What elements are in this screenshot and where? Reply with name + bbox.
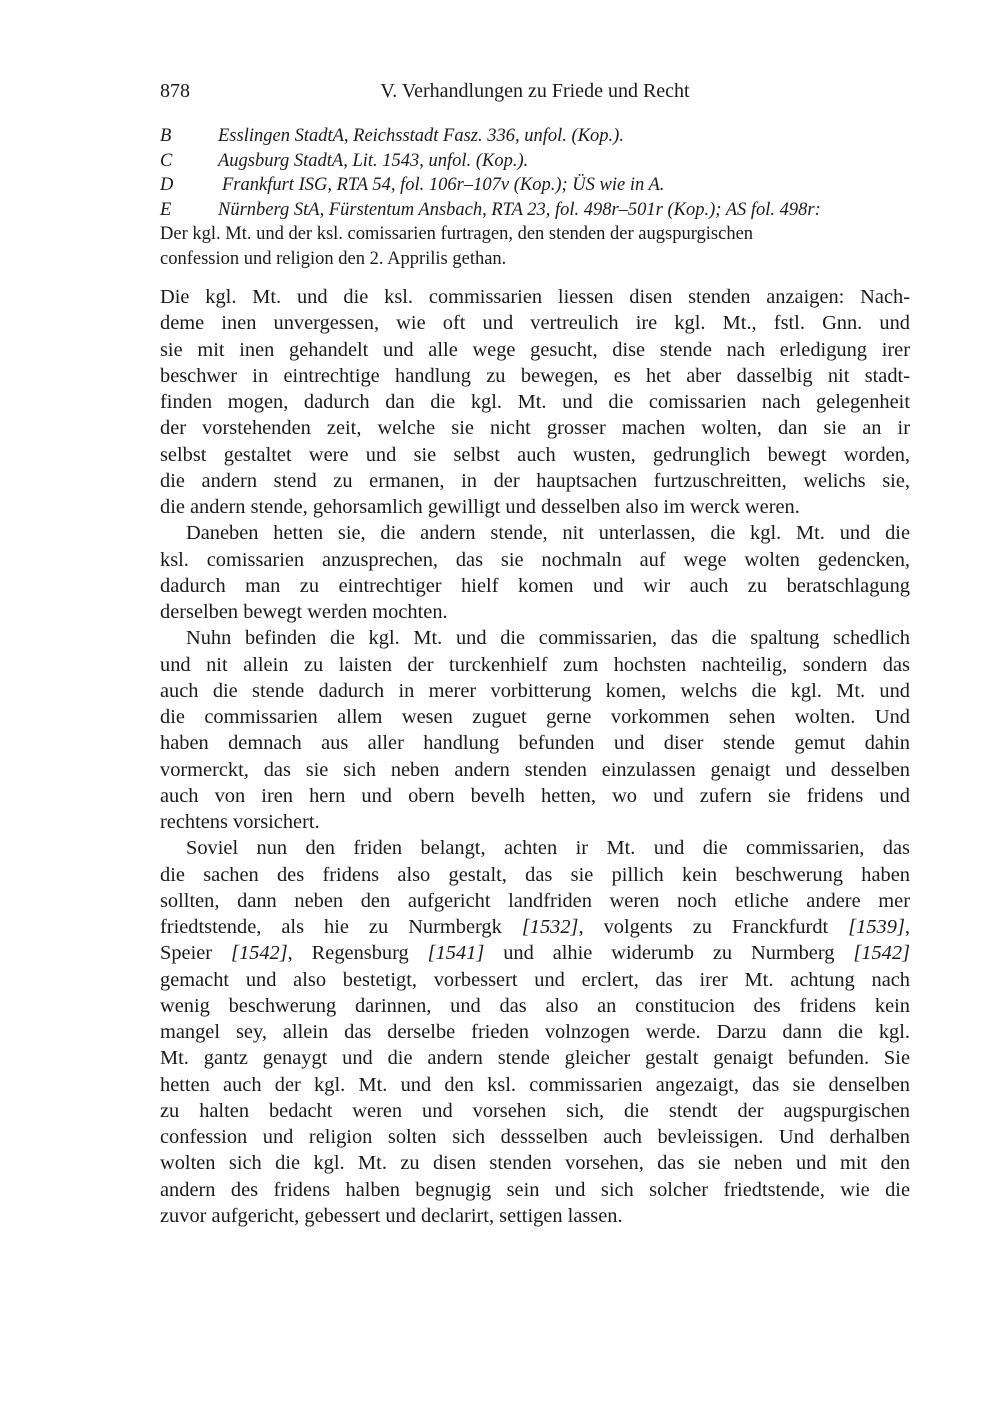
source-entry xyxy=(160,173,910,198)
text-line: beschwer in eintrechtige handlung zu bewegen, es het aber dasselbig nit stadt- xyxy=(160,364,910,387)
source-entry xyxy=(160,149,910,174)
text-line: andern des fridens halben begnugig sein und sich solcher friedtstende, wie die xyxy=(160,1178,910,1201)
source-text: Esslingen StadtA, Reichsstadt Fasz. 336, unfol. (Kop.). xyxy=(218,126,624,146)
editorial-date: [1542] xyxy=(853,942,911,965)
page-header xyxy=(160,80,910,106)
text-line: die andern stend zu ermanen, in der hauptsachen furtzuschreitten, welichs sie, xyxy=(160,469,910,492)
text-line: Die kgl. Mt. und die ksl. commissarien liessen disen stenden anzaigen: Nach- xyxy=(160,286,910,308)
text-line: confession und religion solten sich dessselben auch bevleissigen. Und derhalben xyxy=(160,1126,910,1148)
source-text: Augsburg StadtA, Lit. 1543, unfol. (Kop.). xyxy=(218,150,529,171)
text-line: die sachen des fridens also gestalt, das sie pillich kein beschwerung haben xyxy=(160,863,910,886)
main-text xyxy=(160,284,910,1229)
text-line: zu halten bedacht weren und vorsehen sich, die stendt der augspurgischen xyxy=(160,1099,910,1122)
text-line: finden mogen, dadurch dan die kgl. Mt. und die comissarien nach gelegenheit xyxy=(160,391,910,413)
text-line: Daneben hetten sie, die andern stende, nit unterlassen, die kgl. Mt. und die xyxy=(186,522,910,545)
editorial-date: [1541] xyxy=(427,942,485,965)
text-line: mangel sey, allein das derselbe frieden volnzogen werde. Darzu dann die kgl. xyxy=(160,1021,910,1043)
paragraph xyxy=(160,520,910,625)
paragraph xyxy=(160,625,910,835)
text-line: deme inen unvergessen, wie oft und vertreulich ire kgl. Mt., fstl. Gnn. und xyxy=(160,312,910,335)
source-siglum: E xyxy=(160,199,172,220)
text-line: der vorstehenden zeit, welche sie nicht grosser machen wolten, dan sie an ir xyxy=(160,417,910,440)
source-siglum: C xyxy=(160,150,173,171)
text-line: sollten, dann neben den aufgericht landfriden weren noch etliche andere mer xyxy=(160,889,910,912)
text-line: haben demnach aus aller handlung befunden und diser stende gemut dahin xyxy=(160,732,910,755)
source-subtext: Der kgl. Mt. und der ksl. comissarien furtragen, den stenden der augspurgischen xyxy=(160,224,754,244)
text-line: auch von iren hern und obern bevelh hetten, wo und zufern sie fridens und xyxy=(160,784,910,807)
text-line: ksl. comissarien anzusprechen, das sie nochmaln auf wege wolten gedencken, xyxy=(160,548,910,571)
source-text: Frankfurt ISG, RTA 54, fol. 106r–107v (Kop.); ÜS wie in A. xyxy=(222,175,665,195)
text-line: rechtens vorsichert. xyxy=(160,811,320,833)
text-line: derselben bewegt werden mochten. xyxy=(160,601,448,623)
source-siglum: B xyxy=(160,126,172,146)
text-line: hetten auch der kgl. Mt. und den ksl. commissarien angezaigt, das sie denselben xyxy=(160,1073,910,1096)
text-line: Soviel nun den friden belangt, achten ir Mt. und die commissarien, das xyxy=(186,837,910,860)
text-line: friedtstende, als hie zu Nurmbergk [1532], volgents zu Franckfurdt [1539], xyxy=(160,916,910,938)
source-entry xyxy=(160,124,910,149)
text-line: Speier [1542], Regensburg [1541] und alhie widerumb zu Nurmberg [1542] xyxy=(160,942,911,965)
source-entry xyxy=(160,198,910,223)
text-line: dadurch man zu eintrechtiger hielf komen und wir auch zu beratschlagung xyxy=(160,574,910,597)
paragraph xyxy=(160,284,910,520)
text-line: auch die stende dadurch in merer vorbitterung komen, welchs die kgl. Mt. und xyxy=(160,679,910,702)
text-line: sie mit inen gehandelt und alle wege gesucht, dise stende nach erledigung irer xyxy=(160,338,910,361)
text-line: Mt. gantz genaygt und die andern stende gleicher gestalt genaigt befunden. Sie xyxy=(160,1047,910,1070)
text-line: wenig beschwerung darinnen, und das also an constitucion des fridens kein xyxy=(160,994,910,1017)
paragraph xyxy=(160,835,910,1229)
text-line: und nit allein zu laisten der turckenhielf zum hochsten nachteilig, sondern das xyxy=(160,653,910,676)
text-line: Nuhn befinden die kgl. Mt. und die commissarien, das die spaltung schedlich xyxy=(186,627,910,650)
page-number: 878 xyxy=(160,80,190,102)
source-siglum: D xyxy=(160,175,174,195)
text-line: wolten sich die kgl. Mt. zu disen stenden vorsehen, das sie neben und mit den xyxy=(160,1152,910,1175)
text-line: zuvor aufgericht, gebessert und declarirt, settigen lassen. xyxy=(160,1204,623,1227)
source-list xyxy=(160,124,910,271)
editorial-date: [1532] xyxy=(521,916,579,938)
text-line: gemacht und also bestetigt, vorbessert und erclert, das irer Mt. achtung nach xyxy=(160,968,910,991)
source-subtext: confession und religion den 2. Apprilis gethan. xyxy=(160,248,507,269)
text-line: die commissarien allem wesen zuguet gerne vorkommen sehen wolten. Und xyxy=(160,706,910,728)
text-line: die andern stende, gehorsamlich gewilligt und desselben also im werck weren. xyxy=(160,496,800,518)
editorial-date: [1539] xyxy=(848,916,905,938)
text-line: selbst gestaltet were und sie selbst auch wusten, gedrunglich bewegt worden, xyxy=(160,443,910,466)
running-title: V. Verhandlungen zu Friede und Recht xyxy=(380,80,690,102)
source-text: Nürnberg StA, Fürstentum Ansbach, RTA 23, fol. 498r–501r (Kop.); AS fol. 498r: xyxy=(218,199,821,220)
text-line: vormerckt, das sie sich neben andern stenden einzulassen genaigt und desselben xyxy=(160,758,910,781)
editorial-date: [1542] xyxy=(231,942,288,965)
